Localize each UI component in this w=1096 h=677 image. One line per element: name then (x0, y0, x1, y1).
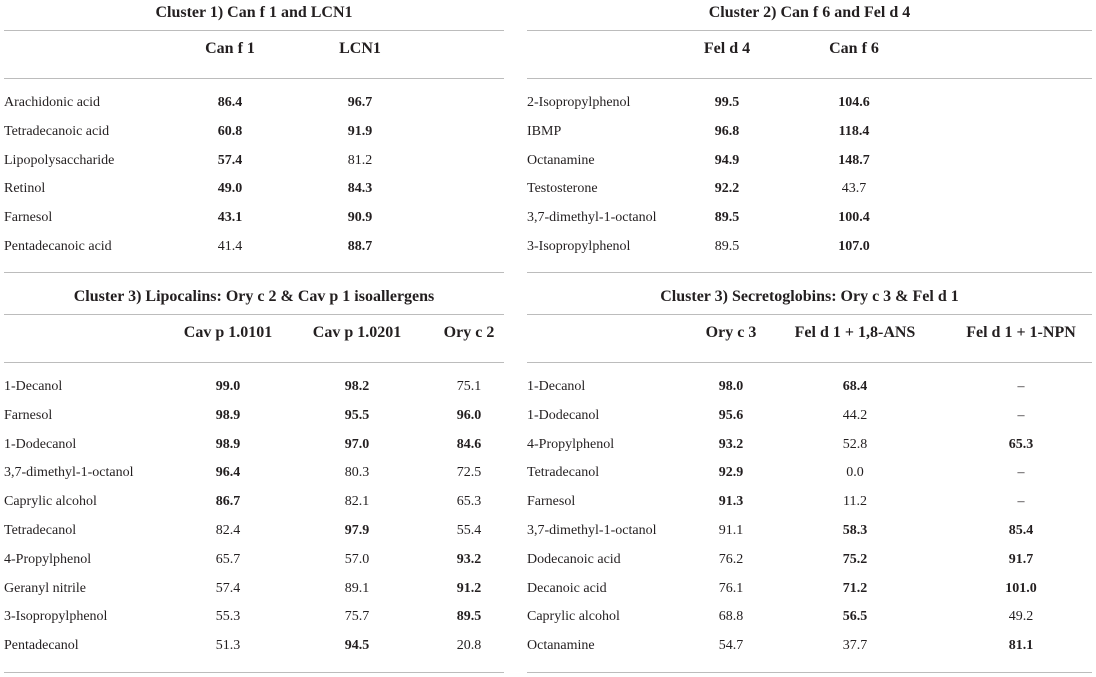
table-3 (4, 284, 504, 674)
row-label: 3,7-dimethyl-1-octanol (527, 523, 657, 538)
row-label: Retinol (4, 181, 46, 197)
table-cell: 107.0 (838, 239, 870, 254)
table-cell: 94.9 (714, 152, 740, 168)
table-1 (4, 0, 504, 274)
table-title: Cluster 3) Lipocalins: Ory c 2 & Cav p 1 isoallergens (73, 288, 435, 305)
table-cell: – (1017, 494, 1025, 510)
table-cell: 95.5 (344, 407, 370, 423)
table-rule (527, 362, 1092, 363)
table-cell: 94.5 (344, 638, 370, 654)
row-label: Caprylic alcohol (527, 609, 620, 625)
table-title: Cluster 2) Can f 6 and Fel d 4 (708, 4, 911, 21)
table-cell: 57.0 (344, 551, 370, 567)
table-cell: 99.5 (714, 95, 740, 110)
table-cell: 55.4 (456, 523, 482, 538)
table-cell: 81.2 (347, 152, 373, 168)
table-cell: 52.8 (842, 436, 868, 452)
table-cell: 68.4 (842, 379, 868, 394)
table-cell: 91.9 (347, 123, 373, 139)
column-header: Cav p 1.0201 (312, 324, 402, 341)
table-cell: 86.7 (215, 494, 241, 510)
column-header: Ory c 2 (443, 324, 495, 341)
row-label: Tetradecanol (527, 465, 600, 481)
row-label: Farnesol (527, 494, 576, 510)
table-cell: 98.9 (215, 436, 241, 452)
row-label: Tetradecanol (4, 523, 77, 538)
table-cell: 91.3 (718, 494, 744, 510)
table-cell: 148.7 (838, 152, 870, 168)
table-cell: 71.2 (842, 580, 868, 596)
table-cell: 49.2 (1008, 609, 1034, 625)
table-rule (527, 30, 1092, 31)
table-cell: 95.6 (718, 407, 744, 423)
row-label: 1-Decanol (4, 379, 63, 394)
table-cell: 68.8 (718, 609, 744, 625)
row-label: Geranyl nitrile (4, 580, 87, 596)
table-title: Cluster 3) Secretoglobins: Ory c 3 & Fel d 1 (660, 288, 959, 305)
table-rule (527, 672, 1092, 673)
table-rule (4, 314, 504, 315)
table-rule (4, 272, 504, 273)
table-cell: 60.8 (217, 123, 243, 139)
table-cell: 104.6 (838, 95, 870, 110)
row-label: 1-Dodecanol (527, 407, 600, 423)
table-rule (4, 78, 504, 79)
table-cell: 84.6 (456, 436, 482, 452)
table-rule (4, 30, 504, 31)
table-cell: 76.2 (718, 551, 744, 567)
column-header: Fel d 1 + 1,8-ANS (794, 324, 916, 341)
table-cell: 82.4 (215, 523, 241, 538)
table-cell: 56.5 (842, 609, 868, 625)
table-cell: 75.2 (842, 551, 868, 567)
table-cell: 65.7 (215, 551, 241, 567)
table-cell: 96.7 (347, 95, 373, 110)
row-label: Decanoic acid (527, 580, 607, 596)
row-label: 2-Isopropylphenol (527, 95, 631, 110)
row-label: Lipopolysaccharide (4, 152, 115, 168)
row-label: 4-Propylphenol (527, 436, 615, 452)
table-cell: 81.1 (1008, 638, 1034, 654)
row-label: Arachidonic acid (4, 95, 101, 110)
table-2 (527, 0, 1092, 274)
table-4 (527, 284, 1092, 674)
table-cell: 89.5 (714, 210, 740, 226)
table-cell: 93.2 (456, 551, 482, 567)
table-cell: 100.4 (838, 210, 870, 226)
row-label: 1-Decanol (527, 379, 586, 394)
table-cell: 91.1 (718, 523, 744, 538)
row-label: Pentadecanol (4, 638, 79, 654)
table-cell: 37.7 (842, 638, 868, 654)
row-label: 4-Propylphenol (4, 551, 92, 567)
row-label: Tetradecanoic acid (4, 123, 110, 139)
table-cell: – (1017, 379, 1025, 394)
table-cell: 82.1 (344, 494, 370, 510)
table-cell: 43.7 (841, 181, 867, 197)
table-cell: 86.4 (217, 95, 243, 110)
row-label: Farnesol (4, 210, 53, 226)
table-cell: 89.1 (344, 580, 370, 596)
table-cell: 51.3 (215, 638, 241, 654)
table-cell: 88.7 (347, 239, 373, 254)
table-cell: 91.2 (456, 580, 482, 596)
table-cell: 89.5 (456, 609, 482, 625)
row-label: Pentadecanoic acid (4, 239, 112, 254)
row-label: Testosterone (527, 181, 598, 197)
column-header: Can f 1 (205, 40, 255, 57)
table-cell: 118.4 (838, 123, 870, 139)
row-label: 1-Dodecanol (4, 436, 77, 452)
column-header: Fel d 4 (703, 40, 751, 57)
row-label: IBMP (527, 123, 562, 139)
table-cell: 90.9 (347, 210, 373, 226)
table-cell: 101.0 (1005, 580, 1037, 596)
table-cell: 96.8 (714, 123, 740, 139)
table-rule (527, 314, 1092, 315)
row-label: Octanamine (527, 638, 595, 654)
table-cell: 93.2 (718, 436, 744, 452)
table-cell: 91.7 (1008, 551, 1034, 567)
row-label: Caprylic alcohol (4, 494, 97, 510)
table-cell: 80.3 (344, 465, 370, 481)
table-cell: 57.4 (215, 580, 241, 596)
column-header: Can f 6 (829, 40, 879, 57)
table-cell: 97.9 (344, 523, 370, 538)
row-label: 3,7-dimethyl-1-octanol (527, 210, 657, 226)
table-rule (527, 272, 1092, 273)
table-cell: 55.3 (215, 609, 241, 625)
column-header: Fel d 1 + 1-NPN (966, 324, 1076, 341)
table-cell: 41.4 (217, 239, 243, 254)
column-header: Ory c 3 (705, 324, 757, 341)
table-cell: 97.0 (344, 436, 370, 452)
column-header: Cav p 1.0101 (183, 324, 273, 341)
table-cell: 58.3 (842, 523, 868, 538)
table-cell: 75.7 (344, 609, 370, 625)
table-cell: 92.2 (714, 181, 740, 197)
table-cell: – (1017, 465, 1025, 481)
row-label: Dodecanoic acid (527, 551, 621, 567)
table-title: Cluster 1) Can f 1 and LCN1 (155, 4, 353, 21)
table-cell: 98.9 (215, 407, 241, 423)
table-cell: 20.8 (456, 638, 482, 654)
table-cell: 96.4 (215, 465, 241, 481)
table-cell: 57.4 (217, 152, 243, 168)
table-cell: – (1017, 407, 1025, 423)
table-cell: 72.5 (456, 465, 482, 481)
row-label: 3-Isopropylphenol (4, 609, 108, 625)
table-cell: 65.3 (456, 494, 482, 510)
table-cell: 65.3 (1008, 436, 1034, 452)
table-cell: 84.3 (347, 181, 373, 197)
table-cell: 11.2 (843, 494, 867, 510)
table-cell: 96.0 (456, 407, 482, 423)
table-cell: 54.7 (718, 638, 744, 654)
table-rule (527, 78, 1092, 79)
table-cell: 75.1 (456, 379, 482, 394)
table-cell: 43.1 (217, 210, 243, 226)
table-rule (4, 672, 504, 673)
table-cell: 98.0 (718, 379, 744, 394)
table-cell: 89.5 (714, 239, 740, 254)
table-cell: 0.0 (846, 465, 864, 481)
table-rule (4, 362, 504, 363)
table-cell: 85.4 (1008, 523, 1034, 538)
row-label: Farnesol (4, 407, 53, 423)
table-cell: 99.0 (215, 379, 241, 394)
table-cell: 49.0 (217, 181, 243, 197)
row-label: 3,7-dimethyl-1-octanol (4, 465, 134, 481)
table-cell: 44.2 (842, 407, 868, 423)
row-label: Octanamine (527, 152, 595, 168)
column-header: LCN1 (339, 40, 381, 57)
table-cell: 98.2 (344, 379, 370, 394)
row-label: 3-Isopropylphenol (527, 239, 631, 254)
table-cell: 76.1 (718, 580, 744, 596)
table-cell: 92.9 (718, 465, 744, 481)
